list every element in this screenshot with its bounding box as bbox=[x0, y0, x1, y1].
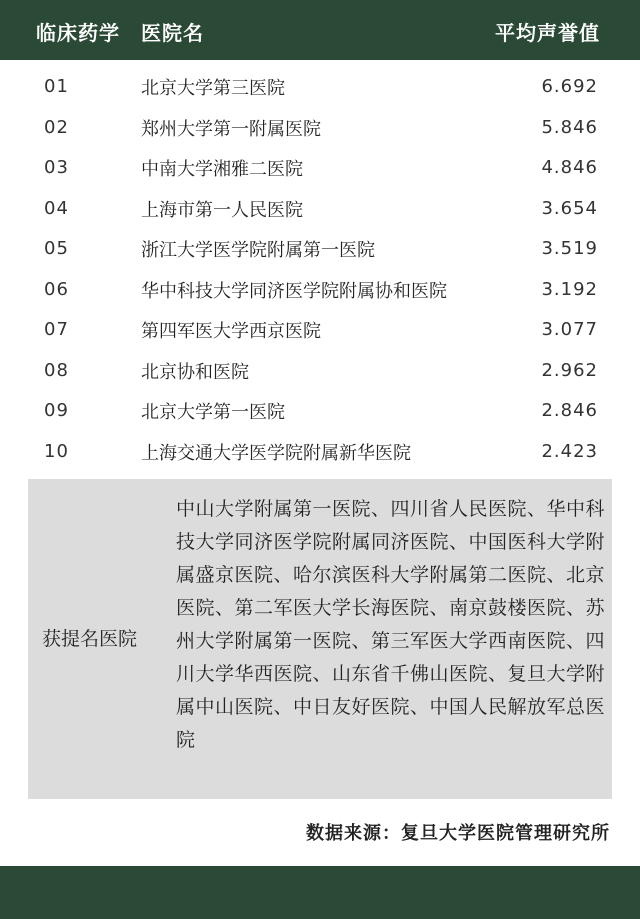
reputation-score: 2.846 bbox=[541, 400, 598, 421]
table-row bbox=[0, 351, 640, 392]
table-row bbox=[0, 391, 640, 432]
rank-number: 05 bbox=[44, 238, 69, 259]
hospital-name: 上海交通大学医学院附属新华医院 bbox=[141, 442, 411, 464]
rank-number: 07 bbox=[44, 319, 69, 340]
table-row bbox=[0, 270, 640, 311]
hospital-name: 郑州大学第一附属医院 bbox=[141, 118, 321, 140]
hospital-name: 北京大学第三医院 bbox=[141, 78, 285, 99]
rank-number: 10 bbox=[44, 440, 69, 462]
hospital-name: 北京协和医院 bbox=[141, 361, 249, 383]
score-header: 平均声誉值 bbox=[495, 21, 600, 45]
reputation-score: 3.519 bbox=[541, 238, 598, 259]
table-row bbox=[0, 229, 640, 270]
table-row bbox=[0, 189, 640, 230]
reputation-score: 6.692 bbox=[541, 76, 598, 97]
reputation-score: 4.846 bbox=[541, 157, 598, 178]
reputation-score: 2.423 bbox=[541, 440, 598, 462]
footer-bar bbox=[0, 866, 640, 919]
hospital-name: 北京大学第一医院 bbox=[141, 402, 285, 423]
reputation-score: 5.846 bbox=[541, 116, 598, 138]
hospital-name-header: 医院名 bbox=[141, 21, 204, 45]
rank-number: 08 bbox=[44, 359, 69, 381]
hospital-name: 第四军医大学西京医院 bbox=[141, 321, 321, 342]
nominated-hospitals-panel bbox=[28, 479, 612, 799]
nominated-hospitals-list: 中山大学附属第一医院、四川省人民医院、华中科技大学同济医学院附属同济医院、中国医科大学附属盛京医院、哈尔滨医科大学附属第二医院、北京医院、第二军医大学长海医院、南京鼓楼医院、苏州大学附属第一医院、第三军医大学西南医院、四川大学华西医院、山东省千佛山医院、复旦大学附属中山医院、中日友好医院、中国人民解放军总医院 bbox=[176, 498, 606, 751]
data-source-note: 数据来源：复旦大学医院管理研究所 bbox=[306, 823, 610, 844]
reputation-score: 3.192 bbox=[541, 278, 598, 300]
table-header bbox=[0, 0, 640, 60]
table-row bbox=[0, 108, 640, 149]
hospital-name: 中南大学湘雅二医院 bbox=[141, 159, 303, 180]
nominated-label: 获提名医院 bbox=[42, 628, 138, 650]
rank-number: 02 bbox=[44, 116, 69, 138]
hospital-name: 华中科技大学同济医学院附属协和医院 bbox=[141, 280, 447, 302]
table-row bbox=[0, 148, 640, 189]
hospital-name: 浙江大学医学院附属第一医院 bbox=[141, 240, 375, 261]
reputation-score: 3.654 bbox=[541, 197, 598, 219]
table-row bbox=[0, 67, 640, 108]
rank-number: 03 bbox=[44, 157, 69, 178]
ranking-list bbox=[0, 67, 640, 472]
rank-number: 06 bbox=[44, 278, 69, 300]
rank-number: 01 bbox=[44, 76, 69, 97]
table-row bbox=[0, 310, 640, 351]
rank-number: 09 bbox=[44, 400, 69, 421]
category-title: 临床药学 bbox=[36, 21, 120, 45]
reputation-score: 2.962 bbox=[541, 359, 598, 381]
table-row bbox=[0, 432, 640, 473]
hospital-name: 上海市第一人民医院 bbox=[141, 199, 303, 221]
rank-number: 04 bbox=[44, 197, 69, 219]
reputation-score: 3.077 bbox=[541, 319, 598, 340]
